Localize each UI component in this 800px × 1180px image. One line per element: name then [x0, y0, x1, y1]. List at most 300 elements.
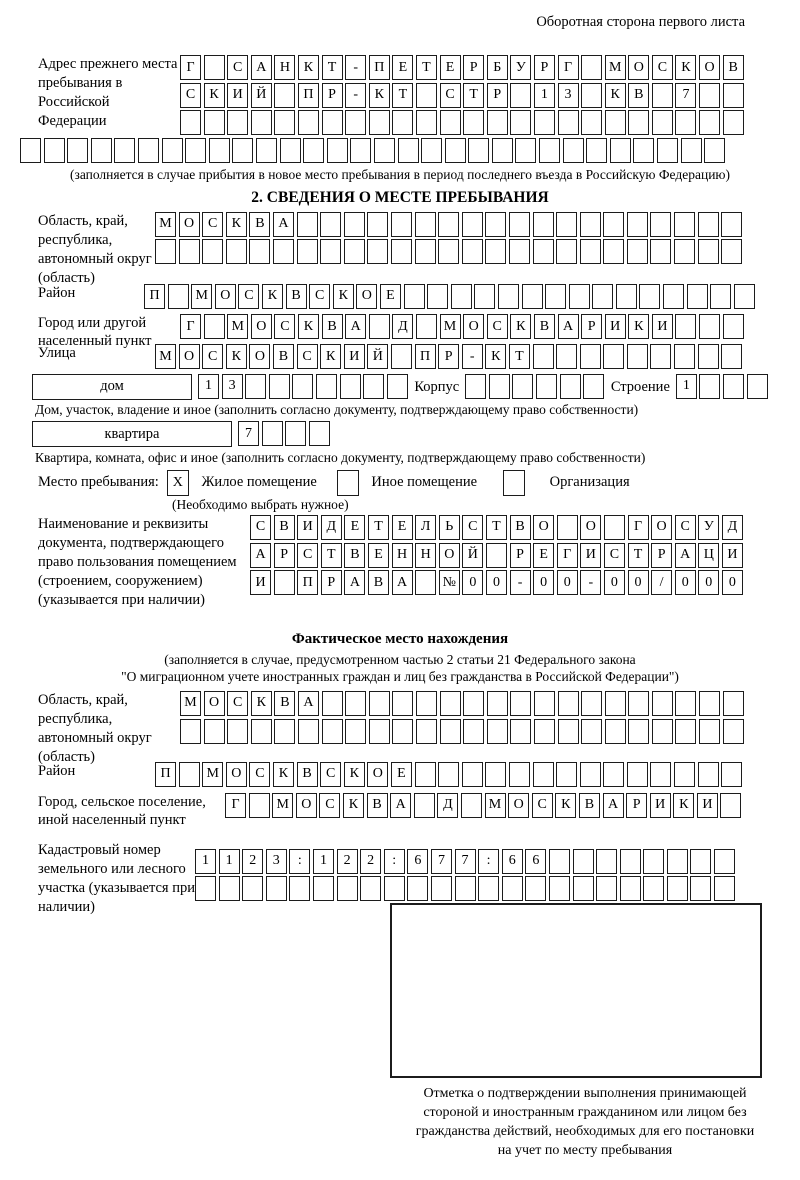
char-cell[interactable] — [690, 849, 711, 874]
char-cell[interactable]: А — [603, 793, 624, 818]
char-cell[interactable]: К — [344, 762, 365, 787]
char-cell[interactable] — [297, 212, 318, 237]
char-cell[interactable] — [155, 239, 176, 264]
char-cell[interactable] — [698, 239, 719, 264]
char-cell[interactable]: А — [675, 543, 696, 568]
char-cell[interactable]: В — [344, 543, 365, 568]
char-cell[interactable]: К — [673, 793, 694, 818]
char-cell[interactable] — [714, 849, 735, 874]
char-cell[interactable]: 0 — [698, 570, 719, 595]
char-cell[interactable] — [515, 138, 536, 163]
char-cell[interactable] — [227, 719, 248, 744]
char-cell[interactable]: А — [558, 314, 579, 339]
char-cell[interactable] — [533, 212, 554, 237]
char-cell[interactable] — [620, 849, 641, 874]
char-cell[interactable] — [487, 110, 508, 135]
char-cell[interactable]: К — [675, 55, 696, 80]
char-cell[interactable]: № — [439, 570, 460, 595]
char-cell[interactable]: Т — [628, 543, 649, 568]
char-cell[interactable] — [416, 691, 437, 716]
char-cell[interactable]: : — [478, 849, 499, 874]
char-cell[interactable]: П — [415, 344, 436, 369]
char-cell[interactable]: 7 — [455, 849, 476, 874]
char-cell[interactable]: К — [273, 762, 294, 787]
char-cell[interactable] — [510, 83, 531, 108]
char-cell[interactable]: К — [204, 83, 225, 108]
stay-type-other-premises-checkbox[interactable] — [337, 470, 359, 496]
char-cell[interactable] — [451, 284, 472, 309]
char-cell[interactable]: 1 — [219, 849, 240, 874]
char-cell[interactable] — [180, 110, 201, 135]
char-cell[interactable] — [374, 138, 395, 163]
char-cell[interactable]: О — [226, 762, 247, 787]
char-cell[interactable] — [557, 515, 578, 540]
char-cell[interactable] — [322, 691, 343, 716]
char-cell[interactable] — [485, 212, 506, 237]
char-cell[interactable] — [596, 849, 617, 874]
char-cell[interactable] — [674, 762, 695, 787]
char-cell[interactable]: Т — [368, 515, 389, 540]
char-cell[interactable]: 6 — [407, 849, 428, 874]
char-cell[interactable] — [487, 719, 508, 744]
char-cell[interactable] — [485, 762, 506, 787]
char-cell[interactable]: С — [227, 55, 248, 80]
char-cell[interactable]: 3 — [558, 83, 579, 108]
char-cell[interactable] — [392, 691, 413, 716]
char-cell[interactable] — [461, 793, 482, 818]
char-cell[interactable]: С — [652, 55, 673, 80]
char-cell[interactable]: В — [274, 515, 295, 540]
char-cell[interactable] — [620, 876, 641, 901]
char-cell[interactable] — [674, 212, 695, 237]
char-cell[interactable] — [185, 138, 206, 163]
char-cell[interactable] — [698, 344, 719, 369]
char-cell[interactable] — [274, 110, 295, 135]
char-cell[interactable] — [549, 876, 570, 901]
char-cell[interactable]: 7 — [238, 421, 259, 446]
char-cell[interactable]: Е — [440, 55, 461, 80]
char-cell[interactable] — [533, 344, 554, 369]
char-cell[interactable]: Г — [225, 793, 246, 818]
char-cell[interactable]: О — [249, 344, 270, 369]
char-cell[interactable] — [723, 314, 744, 339]
char-cell[interactable]: Т — [463, 83, 484, 108]
char-cell[interactable]: П — [297, 570, 318, 595]
char-cell[interactable] — [363, 374, 384, 399]
char-cell[interactable] — [512, 374, 533, 399]
char-cell[interactable]: И — [605, 314, 626, 339]
char-cell[interactable] — [628, 719, 649, 744]
char-cell[interactable] — [721, 344, 742, 369]
char-cell[interactable] — [492, 138, 513, 163]
char-cell[interactable]: О — [463, 314, 484, 339]
char-cell[interactable] — [710, 284, 731, 309]
char-cell[interactable] — [650, 762, 671, 787]
char-cell[interactable]: С — [675, 515, 696, 540]
char-cell[interactable] — [369, 719, 390, 744]
char-cell[interactable]: Р — [321, 570, 342, 595]
char-cell[interactable]: О — [533, 515, 554, 540]
char-cell[interactable]: 0 — [462, 570, 483, 595]
char-cell[interactable]: Й — [251, 83, 272, 108]
char-cell[interactable] — [675, 314, 696, 339]
char-cell[interactable] — [179, 762, 200, 787]
char-cell[interactable]: В — [273, 344, 294, 369]
char-cell[interactable]: В — [628, 83, 649, 108]
char-cell[interactable]: 0 — [722, 570, 743, 595]
char-cell[interactable]: В — [579, 793, 600, 818]
char-cell[interactable]: 0 — [486, 570, 507, 595]
char-cell[interactable]: Н — [415, 543, 436, 568]
char-cell[interactable] — [510, 719, 531, 744]
char-cell[interactable]: 2 — [337, 849, 358, 874]
char-cell[interactable]: Т — [509, 344, 530, 369]
char-cell[interactable] — [687, 284, 708, 309]
char-cell[interactable]: Т — [322, 55, 343, 80]
char-cell[interactable]: П — [155, 762, 176, 787]
char-cell[interactable]: И — [722, 543, 743, 568]
char-cell[interactable]: С — [309, 284, 330, 309]
char-cell[interactable] — [498, 284, 519, 309]
char-cell[interactable] — [204, 110, 225, 135]
char-cell[interactable]: Г — [180, 314, 201, 339]
char-cell[interactable] — [556, 239, 577, 264]
char-cell[interactable]: О — [699, 55, 720, 80]
char-cell[interactable] — [438, 239, 459, 264]
char-cell[interactable] — [723, 110, 744, 135]
char-cell[interactable] — [440, 719, 461, 744]
char-cell[interactable] — [534, 719, 555, 744]
char-cell[interactable] — [274, 570, 295, 595]
char-cell[interactable] — [269, 374, 290, 399]
char-cell[interactable] — [652, 719, 673, 744]
char-cell[interactable] — [204, 55, 225, 80]
char-cell[interactable]: В — [249, 212, 270, 237]
char-cell[interactable] — [415, 762, 436, 787]
char-cell[interactable] — [674, 344, 695, 369]
char-cell[interactable]: 6 — [502, 849, 523, 874]
char-cell[interactable] — [698, 762, 719, 787]
char-cell[interactable] — [581, 83, 602, 108]
char-cell[interactable] — [204, 314, 225, 339]
char-cell[interactable]: М — [227, 314, 248, 339]
char-cell[interactable] — [415, 212, 436, 237]
char-cell[interactable] — [249, 793, 270, 818]
char-cell[interactable] — [369, 691, 390, 716]
char-cell[interactable] — [563, 138, 584, 163]
char-cell[interactable] — [303, 138, 324, 163]
char-cell[interactable] — [704, 138, 725, 163]
char-cell[interactable] — [675, 691, 696, 716]
char-cell[interactable] — [657, 138, 678, 163]
char-cell[interactable] — [581, 110, 602, 135]
char-cell[interactable] — [610, 138, 631, 163]
char-cell[interactable] — [596, 876, 617, 901]
char-cell[interactable]: О — [179, 212, 200, 237]
char-cell[interactable] — [298, 719, 319, 744]
char-cell[interactable] — [510, 691, 531, 716]
char-cell[interactable]: О — [179, 344, 200, 369]
char-cell[interactable] — [675, 110, 696, 135]
char-cell[interactable]: 0 — [628, 570, 649, 595]
char-cell[interactable] — [438, 762, 459, 787]
char-cell[interactable] — [242, 876, 263, 901]
char-cell[interactable]: К — [298, 314, 319, 339]
char-cell[interactable] — [605, 719, 626, 744]
char-cell[interactable]: О — [356, 284, 377, 309]
char-cell[interactable]: Е — [391, 762, 412, 787]
char-cell[interactable] — [652, 110, 673, 135]
char-cell[interactable]: С — [274, 314, 295, 339]
char-cell[interactable]: : — [289, 849, 310, 874]
char-cell[interactable] — [462, 762, 483, 787]
char-cell[interactable]: К — [251, 691, 272, 716]
char-cell[interactable] — [407, 876, 428, 901]
char-cell[interactable]: Л — [415, 515, 436, 540]
char-cell[interactable] — [91, 138, 112, 163]
char-cell[interactable]: 2 — [242, 849, 263, 874]
char-cell[interactable]: Т — [321, 543, 342, 568]
char-cell[interactable]: С — [487, 314, 508, 339]
char-cell[interactable]: Р — [274, 543, 295, 568]
char-cell[interactable]: Г — [180, 55, 201, 80]
char-cell[interactable]: П — [369, 55, 390, 80]
char-cell[interactable]: 1 — [195, 849, 216, 874]
char-cell[interactable]: Ь — [439, 515, 460, 540]
char-cell[interactable] — [415, 570, 436, 595]
char-cell[interactable] — [202, 239, 223, 264]
char-cell[interactable] — [667, 849, 688, 874]
char-cell[interactable]: 1 — [534, 83, 555, 108]
char-cell[interactable] — [627, 344, 648, 369]
char-cell[interactable] — [525, 876, 546, 901]
char-cell[interactable] — [369, 314, 390, 339]
char-cell[interactable] — [44, 138, 65, 163]
char-cell[interactable]: К — [510, 314, 531, 339]
char-cell[interactable] — [416, 314, 437, 339]
char-cell[interactable]: 1 — [313, 849, 334, 874]
char-cell[interactable]: О — [367, 762, 388, 787]
char-cell[interactable] — [643, 876, 664, 901]
char-cell[interactable] — [487, 691, 508, 716]
char-cell[interactable] — [639, 284, 660, 309]
char-cell[interactable]: 1 — [676, 374, 697, 399]
char-cell[interactable] — [533, 239, 554, 264]
char-cell[interactable]: 0 — [533, 570, 554, 595]
char-cell[interactable]: И — [227, 83, 248, 108]
char-cell[interactable]: Р — [581, 314, 602, 339]
char-cell[interactable] — [67, 138, 88, 163]
char-cell[interactable] — [251, 110, 272, 135]
char-cell[interactable] — [583, 374, 604, 399]
char-cell[interactable] — [280, 138, 301, 163]
char-cell[interactable] — [652, 83, 673, 108]
char-cell[interactable] — [431, 876, 452, 901]
char-cell[interactable]: Д — [321, 515, 342, 540]
char-cell[interactable] — [509, 762, 530, 787]
char-cell[interactable]: 0 — [557, 570, 578, 595]
char-cell[interactable]: А — [390, 793, 411, 818]
char-cell[interactable] — [445, 138, 466, 163]
char-cell[interactable] — [232, 138, 253, 163]
char-cell[interactable]: К — [485, 344, 506, 369]
char-cell[interactable] — [734, 284, 755, 309]
char-cell[interactable] — [714, 876, 735, 901]
char-cell[interactable] — [604, 515, 625, 540]
char-cell[interactable] — [650, 344, 671, 369]
char-cell[interactable]: С — [297, 543, 318, 568]
char-cell[interactable]: И — [297, 515, 318, 540]
char-cell[interactable] — [416, 719, 437, 744]
char-cell[interactable] — [360, 876, 381, 901]
char-cell[interactable]: М — [605, 55, 626, 80]
char-cell[interactable]: О — [651, 515, 672, 540]
char-cell[interactable]: И — [250, 570, 271, 595]
char-cell[interactable]: С — [202, 212, 223, 237]
char-cell[interactable]: А — [344, 570, 365, 595]
char-cell[interactable]: О — [251, 314, 272, 339]
char-cell[interactable]: 2 — [360, 849, 381, 874]
char-cell[interactable] — [663, 284, 684, 309]
char-cell[interactable] — [440, 691, 461, 716]
char-cell[interactable] — [462, 212, 483, 237]
char-cell[interactable] — [384, 876, 405, 901]
char-cell[interactable] — [667, 876, 688, 901]
char-cell[interactable] — [273, 239, 294, 264]
char-cell[interactable] — [681, 138, 702, 163]
char-cell[interactable] — [573, 849, 594, 874]
char-cell[interactable] — [627, 762, 648, 787]
char-cell[interactable]: В — [297, 762, 318, 787]
char-cell[interactable] — [20, 138, 41, 163]
char-cell[interactable] — [581, 691, 602, 716]
char-cell[interactable] — [387, 374, 408, 399]
char-cell[interactable] — [605, 110, 626, 135]
char-cell[interactable]: Р — [322, 83, 343, 108]
char-cell[interactable] — [320, 212, 341, 237]
char-cell[interactable] — [723, 374, 744, 399]
char-cell[interactable] — [327, 138, 348, 163]
char-cell[interactable]: К — [333, 284, 354, 309]
char-cell[interactable] — [256, 138, 277, 163]
char-cell[interactable] — [558, 691, 579, 716]
char-cell[interactable] — [114, 138, 135, 163]
char-cell[interactable]: К — [605, 83, 626, 108]
char-cell[interactable] — [369, 110, 390, 135]
char-cell[interactable]: К — [262, 284, 283, 309]
char-cell[interactable] — [245, 374, 266, 399]
char-cell[interactable]: В — [534, 314, 555, 339]
char-cell[interactable] — [699, 314, 720, 339]
char-cell[interactable] — [699, 691, 720, 716]
char-cell[interactable] — [721, 762, 742, 787]
char-cell[interactable] — [392, 719, 413, 744]
char-cell[interactable] — [560, 374, 581, 399]
char-cell[interactable] — [478, 876, 499, 901]
char-cell[interactable]: В — [322, 314, 343, 339]
char-cell[interactable] — [345, 719, 366, 744]
char-cell[interactable] — [345, 110, 366, 135]
char-cell[interactable]: Р — [510, 543, 531, 568]
char-cell[interactable] — [627, 239, 648, 264]
char-cell[interactable]: А — [250, 543, 271, 568]
char-cell[interactable] — [558, 719, 579, 744]
char-cell[interactable]: - — [462, 344, 483, 369]
stay-type-residential-checkbox[interactable]: X — [167, 470, 189, 496]
char-cell[interactable] — [603, 344, 624, 369]
char-cell[interactable]: Е — [392, 55, 413, 80]
char-cell[interactable]: Г — [557, 543, 578, 568]
char-cell[interactable] — [438, 212, 459, 237]
char-cell[interactable] — [465, 374, 486, 399]
stay-type-organization-checkbox[interactable] — [503, 470, 525, 496]
char-cell[interactable] — [539, 138, 560, 163]
char-cell[interactable] — [616, 284, 637, 309]
char-cell[interactable] — [414, 793, 435, 818]
char-cell[interactable]: К — [369, 83, 390, 108]
char-cell[interactable]: Д — [392, 314, 413, 339]
char-cell[interactable] — [486, 543, 507, 568]
char-cell[interactable] — [534, 110, 555, 135]
char-cell[interactable]: С — [202, 344, 223, 369]
char-cell[interactable] — [274, 719, 295, 744]
char-cell[interactable] — [581, 55, 602, 80]
char-cell[interactable]: О — [215, 284, 236, 309]
char-cell[interactable] — [345, 691, 366, 716]
char-cell[interactable]: С — [297, 344, 318, 369]
char-cell[interactable]: К — [628, 314, 649, 339]
char-cell[interactable] — [510, 110, 531, 135]
char-cell[interactable] — [545, 284, 566, 309]
char-cell[interactable]: И — [650, 793, 671, 818]
char-cell[interactable] — [404, 284, 425, 309]
char-cell[interactable]: - — [345, 55, 366, 80]
char-cell[interactable] — [427, 284, 448, 309]
char-cell[interactable] — [580, 344, 601, 369]
char-cell[interactable]: О — [204, 691, 225, 716]
char-cell[interactable]: М — [485, 793, 506, 818]
char-cell[interactable] — [723, 691, 744, 716]
char-cell[interactable] — [509, 212, 530, 237]
char-cell[interactable]: И — [344, 344, 365, 369]
char-cell[interactable]: 3 — [222, 374, 243, 399]
char-cell[interactable]: О — [439, 543, 460, 568]
char-cell[interactable] — [219, 876, 240, 901]
char-cell[interactable]: С — [227, 691, 248, 716]
char-cell[interactable] — [415, 239, 436, 264]
char-cell[interactable]: Р — [534, 55, 555, 80]
char-cell[interactable]: Б — [487, 55, 508, 80]
char-cell[interactable] — [723, 83, 744, 108]
char-cell[interactable]: Р — [651, 543, 672, 568]
char-cell[interactable] — [580, 239, 601, 264]
char-cell[interactable]: / — [651, 570, 672, 595]
char-cell[interactable] — [605, 691, 626, 716]
char-cell[interactable] — [320, 239, 341, 264]
char-cell[interactable]: С — [604, 543, 625, 568]
char-cell[interactable] — [322, 719, 343, 744]
char-cell[interactable] — [340, 374, 361, 399]
char-cell[interactable]: К — [298, 55, 319, 80]
char-cell[interactable]: М — [155, 212, 176, 237]
char-cell[interactable]: В — [510, 515, 531, 540]
char-cell[interactable]: А — [345, 314, 366, 339]
char-cell[interactable]: О — [628, 55, 649, 80]
char-cell[interactable]: Т — [486, 515, 507, 540]
char-cell[interactable] — [747, 374, 768, 399]
char-cell[interactable] — [391, 212, 412, 237]
char-cell[interactable] — [573, 876, 594, 901]
